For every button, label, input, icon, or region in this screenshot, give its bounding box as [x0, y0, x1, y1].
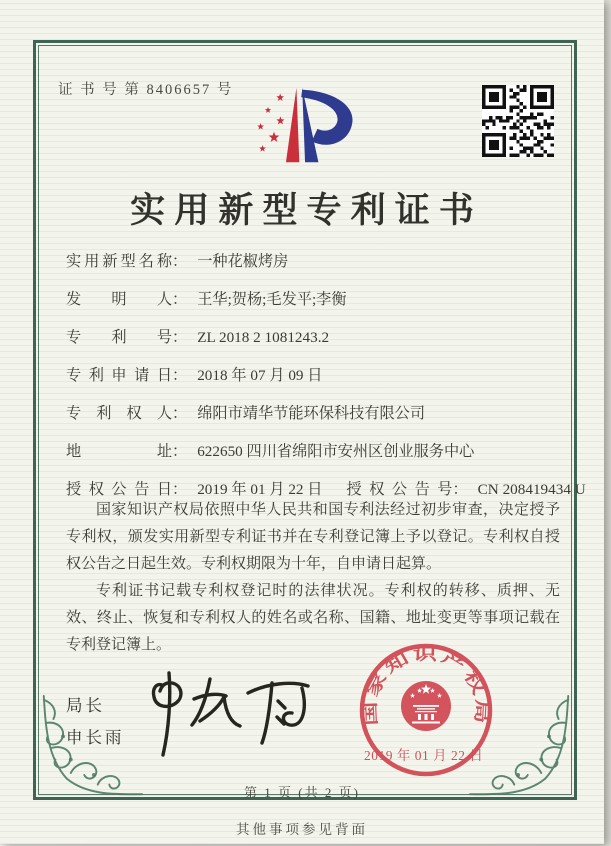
signer-block [66, 690, 125, 754]
field-label: 授权公告日 [66, 481, 172, 498]
page-number: 第 1 页 (共 2 页) [244, 785, 360, 800]
field-label: 专利号 [66, 329, 172, 346]
field-label: 授权公告号 [346, 481, 453, 498]
legal-text [66, 497, 560, 659]
field-label: 发明人 [66, 291, 172, 308]
colon: ： [172, 443, 188, 460]
field-row-patentee [66, 395, 566, 433]
colon: ： [172, 291, 188, 308]
back-side-note: 其他事项参见背面 [236, 822, 368, 837]
field-value: 2018 年 07 月 09 日 [197, 367, 323, 384]
certificate-title: 实用新型专利证书 [130, 191, 483, 230]
seal-date: 2019 年 01 月 22 日 [364, 748, 484, 763]
national-emblem-icon [401, 681, 451, 731]
field-value: 绵阳市靖华节能环保科技有限公司 [197, 405, 425, 422]
official-seal [356, 642, 506, 792]
field-label: 实用新型名称 [66, 253, 172, 270]
field-label: 专利权人 [66, 405, 172, 422]
field-label: 专利申请日 [66, 367, 172, 384]
director-signature [132, 663, 332, 767]
field-row-name [66, 243, 566, 281]
field-value: 一种花椒烤房 [197, 253, 289, 270]
field-value: 2019 年 01 月 22 日 [197, 481, 323, 498]
colon: ： [172, 481, 188, 498]
qr-code [482, 85, 554, 157]
colon: ： [172, 329, 188, 346]
field-row-inventors [66, 281, 566, 319]
certificate-fields [66, 243, 586, 509]
signer-title: 局长 [66, 696, 105, 715]
field-value: 622650 四川省绵阳市安州区创业服务中心 [197, 443, 475, 460]
field-value: ZL 2018 2 1081243.2 [197, 329, 330, 346]
field-value: CN 208419434 U [477, 481, 586, 498]
colon: ： [172, 405, 188, 422]
colon: ： [172, 367, 188, 384]
field-value: 王华;贺杨;毛发平;李衡 [197, 291, 347, 308]
legal-text-paragraph-2: 专利证书记载专利权登记时的法律状况。专利权的转移、质押、无效、终止、恢复和专利权人的姓名或名称、国籍、地址变更等事项记载在专利登记簿上。 [66, 583, 560, 653]
legal-text-paragraph-1: 国家知识产权局依照中华人民共和国专利法经过初步审查，决定授予专利权，颁发实用新型专利证书并在专利登记簿上予以登记。专利权自授权公告之日起生效。专利权期限为十年，自申请日起算。 [66, 502, 560, 572]
field-row-filing-date [66, 357, 566, 395]
colon: ： [172, 253, 188, 270]
field-row-address [66, 433, 566, 471]
signer-name: 申长雨 [66, 728, 125, 747]
field-row-patent-no [66, 319, 566, 357]
field-label: 地址 [66, 443, 172, 460]
seal-org-text: 国家知识产权局 [360, 644, 492, 727]
patent-office-logo-icon [243, 82, 369, 168]
colon: ： [452, 481, 468, 498]
certificate-number: 证 书 号 第 8406657 号 [58, 82, 234, 98]
